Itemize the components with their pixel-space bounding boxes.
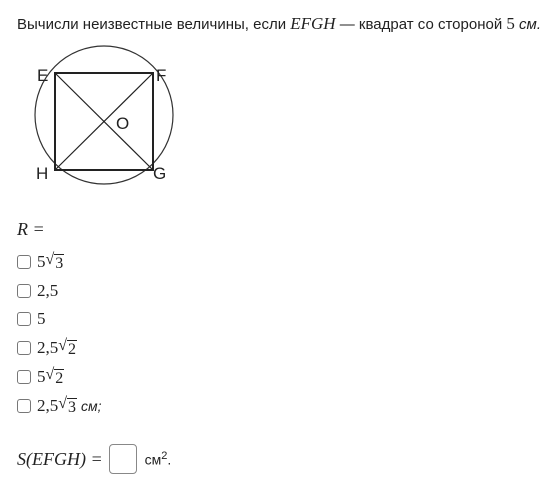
vertex-label-h: H (36, 164, 49, 183)
task-text-after: — квадрат со стороной (339, 16, 503, 33)
task-statement (17, 14, 541, 34)
option-coefficient: 2,5 (37, 338, 59, 357)
sqrt-expression (58, 396, 77, 416)
radical-sign: √ (58, 395, 68, 412)
side-unit: см. (519, 16, 541, 33)
area-label: S(EFGH) = (17, 448, 103, 469)
option-coefficient: 2,5 (37, 281, 59, 300)
answer-option[interactable] (17, 280, 58, 302)
option-label (37, 309, 46, 329)
vertex-label-g: G (153, 164, 167, 183)
answer-option[interactable] (17, 395, 102, 417)
radicand: 3 (55, 255, 64, 272)
radical-sign: √ (45, 251, 55, 268)
sqrt-expression (46, 367, 65, 387)
area-question (17, 444, 171, 474)
figure-name: EFGH (290, 14, 336, 33)
sqrt-expression (58, 338, 77, 358)
square-in-circle-diagram (28, 58, 188, 188)
option-checkbox[interactable] (17, 284, 31, 298)
vertex-label-f: F (156, 66, 167, 85)
option-checkbox[interactable] (17, 399, 31, 413)
option-coefficient: 5 (37, 252, 46, 271)
radicand: 2 (55, 370, 64, 387)
radical-sign: √ (58, 337, 68, 354)
option-unit: см; (81, 398, 102, 414)
option-label (37, 367, 64, 387)
option-label (37, 281, 58, 301)
area-unit: $см^2$. (144, 450, 172, 468)
answer-option[interactable] (17, 251, 64, 273)
option-checkbox[interactable] (17, 341, 31, 355)
option-coefficient: 2,5 (37, 396, 59, 415)
option-checkbox[interactable] (17, 255, 31, 269)
radical-sign: √ (45, 366, 55, 383)
option-label (37, 338, 77, 358)
option-checkbox[interactable] (17, 370, 31, 384)
answer-option[interactable] (17, 366, 64, 388)
answer-option[interactable] (17, 337, 77, 359)
option-label (37, 252, 64, 272)
vertex-label-e: E (37, 66, 49, 85)
radicand: 2 (68, 341, 77, 358)
option-label (37, 396, 102, 416)
option-coefficient: 5 (37, 309, 46, 328)
sqrt-expression (46, 252, 65, 272)
radicand: 3 (68, 399, 77, 416)
side-length: 5 (506, 14, 515, 33)
radius-label: R = (17, 219, 45, 239)
option-checkbox[interactable] (17, 312, 31, 326)
area-answer-input[interactable] (109, 444, 137, 474)
center-label-o: O (116, 114, 130, 133)
answer-option[interactable] (17, 308, 46, 330)
option-coefficient: 5 (37, 367, 46, 386)
task-text-before: Вычисли неизвестные величины, если (17, 16, 287, 33)
